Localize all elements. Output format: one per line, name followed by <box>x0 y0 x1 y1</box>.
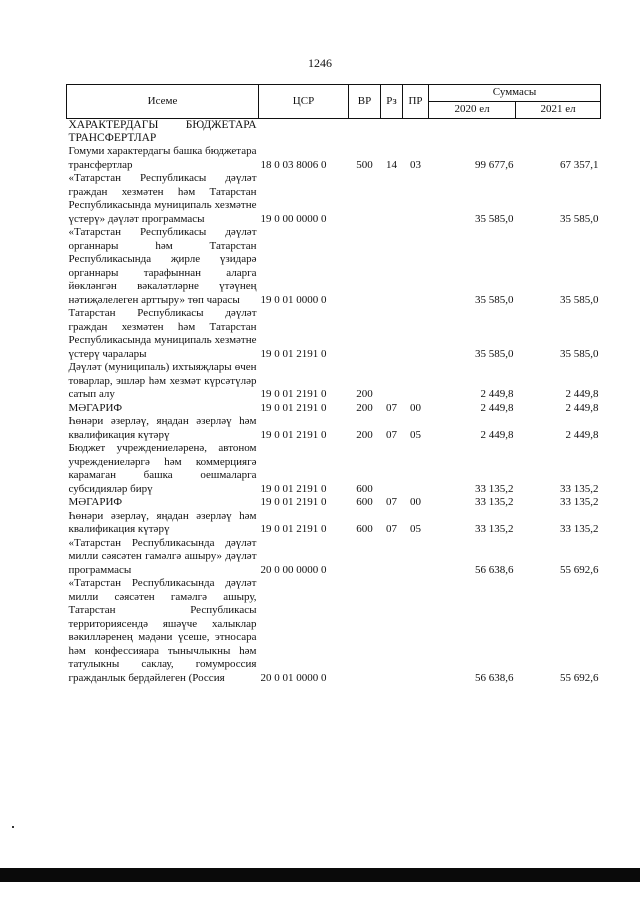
cell-name: «Татарстан Республикасында дәүләт милли сәясәтен гамәлгә ашыру, Татарстан Республикасы территориясендә яшәүче халыклар вәкилләренең мәдәни үсеше, этносара һәм конфессияара тынычлыкны һәм татулыкны саклау, гомумроссия гражданлык бердәйлеген (Россия <box>68 577 257 684</box>
cell-year-2020: 35 585,0 <box>475 293 514 306</box>
cell-rz: 07 <box>386 523 397 535</box>
cell-vr <box>349 226 381 307</box>
cell-csr: 18 0 03 8006 0 <box>260 158 327 171</box>
cell-rz <box>381 537 403 578</box>
cell-year-2021: 35 585,0 <box>560 212 599 225</box>
cell-rz <box>381 172 403 226</box>
cell-year-2021: 35 585,0 <box>560 293 599 306</box>
cell-year-2020: 35 585,0 <box>475 347 514 360</box>
table-row <box>67 577 601 685</box>
cell-csr: 19 0 01 2191 0 <box>260 388 327 400</box>
table-row <box>67 510 601 537</box>
cell-rz <box>381 307 403 361</box>
header-year-2020: 2020 ел <box>429 102 516 119</box>
table-row <box>67 402 601 416</box>
header-pr: ПР <box>403 85 429 119</box>
cell-year-2021: 55 692,6 <box>560 671 599 684</box>
table-row <box>67 537 601 578</box>
cell-year-2020 <box>429 119 516 146</box>
cell-rz: 07 <box>386 428 397 441</box>
cell-name: Татарстан Республикасы дәүләт граждан хезмәтен һәм Татарстан Республикасында муниципаль хезмәтне үстерү чаралары <box>68 307 257 360</box>
cell-pr <box>403 442 429 496</box>
cell-year-2020: 2 449,8 <box>480 428 514 441</box>
cell-csr: 19 0 01 2191 0 <box>260 347 327 360</box>
cell-name: Гомуми характердагы башка бюджетара трансфертлар <box>68 145 257 171</box>
cell-year-2020: 33 135,2 <box>475 496 514 508</box>
cell-rz <box>381 442 403 496</box>
cell-name: Бюджет учреждениеләренә, автоном учреждениеләргә һәм коммерциягә карамаган башка оешмаларга субсидияләр бирү <box>68 442 257 495</box>
cell-pr: 00 <box>410 496 421 508</box>
cell-year-2020: 99 677,6 <box>475 158 514 171</box>
header-year-2021: 2021 ел <box>516 102 601 119</box>
cell-csr: 19 0 01 2191 0 <box>260 401 327 414</box>
cell-year-2020: 35 585,0 <box>475 212 514 225</box>
cell-name: «Татарстан Республикасында дәүләт милли сәясәтен гамәлгә ашыру» дәүләт программасы <box>68 536 257 576</box>
cell-rz: 14 <box>386 158 397 171</box>
cell-pr: 05 <box>410 428 421 441</box>
cell-pr <box>403 119 429 146</box>
cell-vr: 200 <box>356 401 373 414</box>
cell-vr: 200 <box>356 388 373 400</box>
cell-year-2021: 67 357,1 <box>560 158 599 171</box>
cell-pr: 05 <box>410 523 421 535</box>
budget-table <box>66 84 601 685</box>
cell-vr: 500 <box>356 158 373 171</box>
cell-pr <box>403 537 429 578</box>
cell-vr: 600 <box>356 523 373 535</box>
cell-csr: 20 0 00 0000 0 <box>260 563 327 576</box>
cell-year-2021: 33 135,2 <box>560 482 599 495</box>
scan-speck <box>12 826 14 828</box>
cell-vr <box>349 537 381 578</box>
table-row <box>67 415 601 442</box>
cell-name: Дәүләт (муниципаль) ихтыяҗлары өчен товарлар, эшләр һәм хезмәт күрсәтүләр сатып алу <box>68 361 257 400</box>
page-number: 1246 <box>308 56 332 70</box>
cell-csr: 19 0 01 2191 0 <box>260 482 327 495</box>
table-row <box>67 442 601 496</box>
cell-vr: 600 <box>356 482 373 495</box>
table-row <box>67 361 601 402</box>
cell-vr: 200 <box>356 428 373 441</box>
cell-rz <box>381 361 403 402</box>
cell-year-2020: 2 449,8 <box>480 401 514 414</box>
cell-year-2021: 35 585,0 <box>560 347 599 360</box>
cell-pr <box>403 577 429 685</box>
cell-name: «Татарстан Республикасы дәүләт органнары һәм Татарстан Республикасында җирле үзидарә органнары тарафыннан аларга йөкләнгән вәкаләтләрне үтәүнең нәтиҗәлелеген арттыру» төп чарасы <box>68 226 257 306</box>
cell-pr <box>403 361 429 402</box>
cell-year-2021 <box>516 119 601 146</box>
cell-pr <box>403 226 429 307</box>
cell-year-2020: 33 135,2 <box>475 482 514 495</box>
cell-name: МӘГАРИФ <box>68 496 123 508</box>
cell-vr: 600 <box>356 496 373 508</box>
cell-csr: 19 0 01 0000 0 <box>260 293 327 306</box>
cell-csr: 19 0 01 2191 0 <box>260 496 327 508</box>
header-vr: ВР <box>349 85 381 119</box>
table-row <box>67 145 601 172</box>
cell-csr: 19 0 01 2191 0 <box>260 428 327 441</box>
cell-year-2020: 2 449,8 <box>480 388 514 400</box>
cell-name: ХАРАКТЕРДАГЫ БЮДЖЕТАРА ТРАНСФЕРТЛАР <box>68 119 257 144</box>
table-row <box>67 307 601 361</box>
table-row <box>67 496 601 510</box>
scan-border-bar <box>0 868 640 882</box>
cell-csr: 19 0 00 0000 0 <box>260 212 327 225</box>
cell-year-2021: 33 135,2 <box>560 523 599 535</box>
cell-vr <box>349 172 381 226</box>
cell-csr <box>259 119 349 146</box>
cell-csr: 20 0 01 0000 0 <box>260 671 327 684</box>
cell-rz <box>381 226 403 307</box>
cell-name: «Татарстан Республикасы дәүләт граждан хезмәтен һәм Татарстан Республикасында муниципаль хезмәтне үстерү» дәүләт программасы <box>68 172 257 225</box>
cell-rz: 07 <box>386 496 397 508</box>
cell-pr: 03 <box>410 158 421 171</box>
cell-vr <box>349 307 381 361</box>
header-rz: Рз <box>381 85 403 119</box>
cell-name: Һөнәри әзерләү, яңадан әзерләү һәм квалификация күтәрү <box>68 509 257 535</box>
cell-rz <box>381 119 403 146</box>
cell-vr <box>349 577 381 685</box>
cell-year-2021: 2 449,8 <box>565 401 599 414</box>
header-csr: ЦСР <box>259 85 349 119</box>
cell-rz <box>381 577 403 685</box>
cell-year-2021: 55 692,6 <box>560 563 599 576</box>
table-row <box>67 172 601 226</box>
cell-pr <box>403 172 429 226</box>
header-name: Исеме <box>67 85 259 119</box>
cell-year-2021: 2 449,8 <box>565 428 599 441</box>
cell-vr <box>349 119 381 146</box>
cell-year-2020: 56 638,6 <box>475 563 514 576</box>
cell-year-2021: 2 449,8 <box>565 388 599 400</box>
cell-year-2020: 56 638,6 <box>475 671 514 684</box>
cell-name: Һөнәри әзерләү, яңадан әзерләү һәм квалификация күтәрү <box>68 415 257 441</box>
cell-name: МӘГАРИФ <box>68 401 123 414</box>
cell-rz: 07 <box>386 401 397 414</box>
cell-pr: 00 <box>410 401 421 414</box>
cell-csr: 19 0 01 2191 0 <box>260 523 327 535</box>
cell-year-2020: 33 135,2 <box>475 523 514 535</box>
cell-year-2021: 33 135,2 <box>560 496 599 508</box>
cell-pr <box>403 307 429 361</box>
header-sums: Суммасы <box>429 85 601 102</box>
table-row <box>67 119 601 146</box>
table-row <box>67 226 601 307</box>
table-body <box>67 119 601 686</box>
